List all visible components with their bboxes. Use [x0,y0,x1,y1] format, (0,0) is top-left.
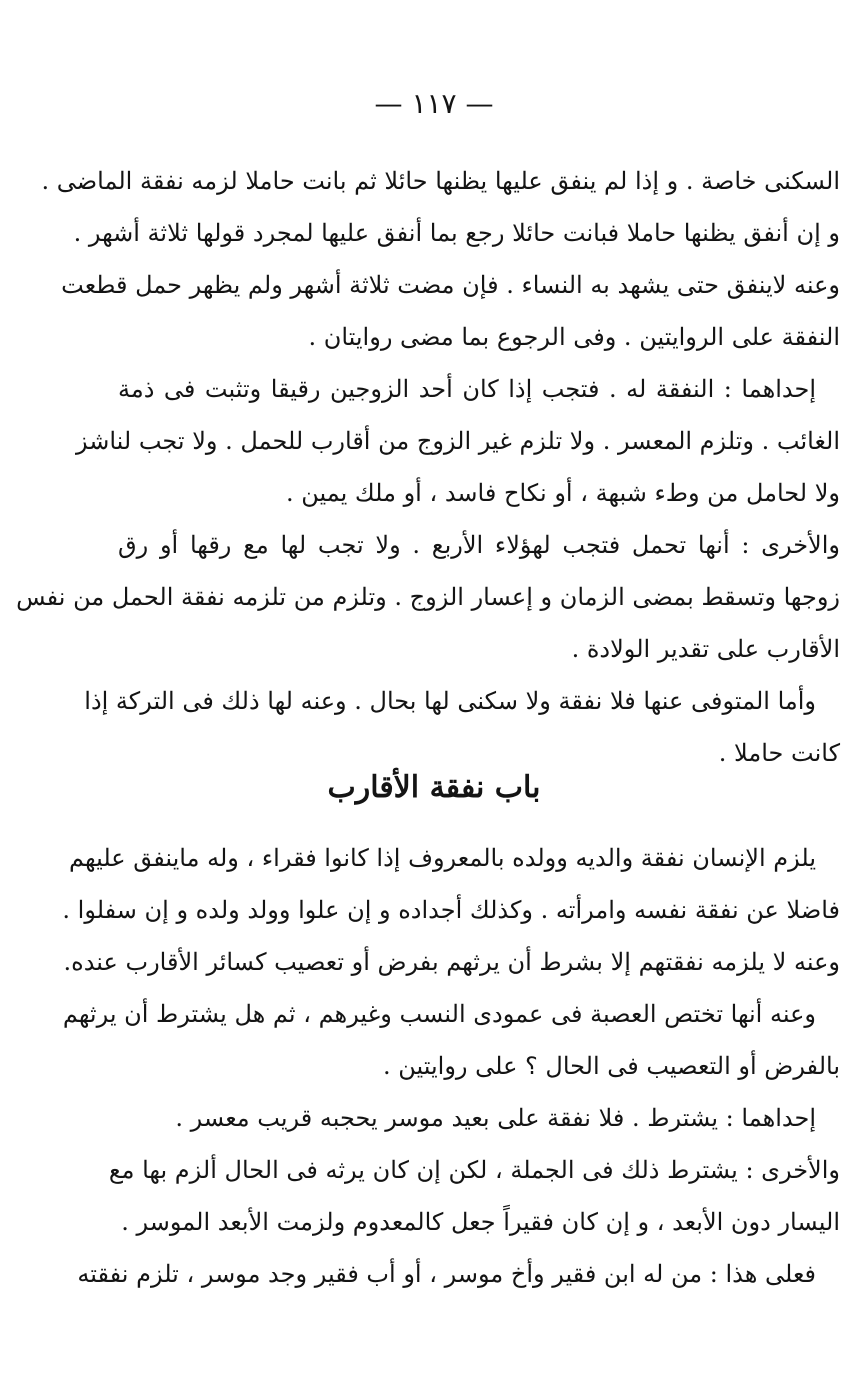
text-line: وعنه أنها تختص العصبة فى عمودى النسب وغيرهم ، ثم هل يشترط أن يرثهم [62,1000,816,1028]
text-line: السكنى خاصة . و إذا لم ينفق عليها يظنها حائلا ثم بانت حاملا لزمه نفقة الماضى . [41,167,840,195]
text-line: فعلى هذا : من له ابن فقير وأخ موسر ، أو أب فقير وجد موسر ، تلزم نفقته [77,1260,816,1288]
text-line: يلزم الإنسان نفقة والديه وولده بالمعروف إذا كانوا فقراء ، وله ماينفق عليهم [69,844,816,872]
text-line: وعنه لا يلزمه نفقتهم إلا بشرط أن يرثهم بفرض أو تعصيب كسائر الأقارب عنده. [63,948,840,976]
text-line: والأخرى : يشترط ذلك فى الجملة ، لكن إن كان يرثه فى الحال ألزم بها مع [108,1156,840,1184]
text-line: والأخرى : أنها تحمل فتجب لهؤلاء الأربع . ولا تجب لها مع رقها أو رق [118,531,840,559]
text-line: زوجها وتسقط بمضى الزمان و إعسار الزوج . وتلزم من تلزمه نفقة الحمل من نفس [16,583,840,611]
text-line: ولا لحامل من وطء شبهة ، أو نكاح فاسد ، أو ملك يمين . [285,479,840,507]
text-line: كانت حاملا . [718,739,840,767]
text-line: النفقة على الروايتين . وفى الرجوع بما مضى روايتان . [308,323,840,351]
section-title: باب نفقة الأقارب [327,770,541,805]
text-line: اليسار دون الأبعد ، و إن كان فقيراً جعل كالمعدوم ولزمت الأبعد الموسر . [121,1208,840,1236]
text-block-bottom [62,832,840,1302]
text-line: الغائب . وتلزم المعسر . ولا تلزم غير الزوج من أقارب للحمل . ولا تجب لناشز [76,427,840,455]
text-line: فاضلا عن نفقة نفسه وامرأته . وكذلك أجداده و إن علوا وولد ولده و إن سفلوا . [62,896,840,924]
text-line: إحداهما : النفقة له . فتجب إذا كان أحد الزوجين رقيقا وتثبت فى ذمة [118,375,816,403]
text-block-top [16,155,840,779]
text-line: بالفرض أو التعصيب فى الحال ؟ على روايتين . [382,1052,840,1080]
text-line: إحداهما : يشترط . فلا نفقة على بعيد موسر يحجبه قريب معسر . [175,1104,816,1132]
text-line: وعنه لاينفق حتى يشهد به النساء . فإن مضت ثلاثة أشهر ولم يظهر حمل قطعت [61,271,840,299]
page-number: — ١١٧ — [374,87,494,120]
text-line: الأقارب على تقدير الولادة . [571,635,840,663]
text-line: وأما المتوفى عنها فلا نفقة ولا سكنى لها بحال . وعنه لها ذلك فى التركة إذا [84,687,816,715]
text-line: و إن أنفق يظنها حاملا فبانت حائلا رجع بما أنفق عليها لمجرد قولها ثلاثة أشهر . [73,219,840,247]
